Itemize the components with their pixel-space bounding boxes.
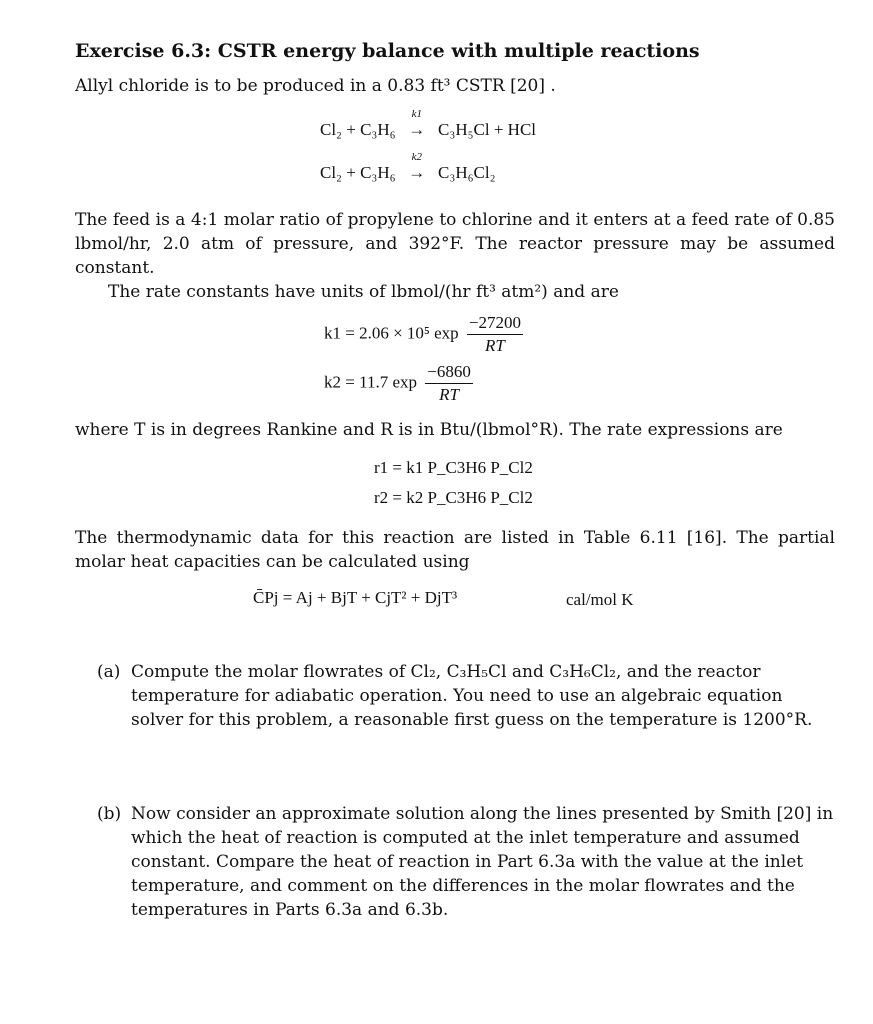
part-a-text: Compute the molar flowrates of Cl₂, C₃H₅Cl and C₃H₆Cl₂, and the reactor temperature for adiabatic operation. You need to use an algebraic equation solver for this problem, a reasonable first guess on the temperature is 1200°R. xyxy=(131,662,813,730)
part-b-label: (b) xyxy=(97,804,122,824)
cp-equation: C̄Pj = Aj + BjT + CjT² + DjT³ xyxy=(253,588,458,607)
exercise-title: Exercise 6.3: CSTR energy balance with multiple reactions xyxy=(75,40,700,62)
reaction-2-k: k2 xyxy=(411,151,422,163)
reaction-1-k: k1 xyxy=(411,108,422,120)
k1-equation xyxy=(324,313,523,356)
k2-equation xyxy=(324,362,473,405)
part-b-text: Now consider an approximate solution along the lines presented by Smith [20] in which the heat of reaction is computed at the inlet temperature and assumed constant. Compare the heat of reaction in Part 6.3a with the value at the inlet temperature, and comment on the differences in the molar flowrates and the temperatures in Parts 6.3a and 6.3b. xyxy=(131,804,834,920)
reaction-2 xyxy=(320,151,496,183)
reaction-1-rhs: C₃H₅Cl + HCl xyxy=(438,120,537,139)
part-b xyxy=(97,802,837,922)
k1-fraction xyxy=(467,313,523,356)
where-text: where T is in degrees Rankine and R is in Btu/(lbmol°R). The rate expressions are xyxy=(75,420,783,440)
thermo-paragraph: The thermodynamic data for this reaction are listed in Table 6.11 [16]. The partial molar heat capacities can be calculated using xyxy=(75,528,835,572)
k1-lhs: k1 = 2.06 × 10⁵ exp xyxy=(324,323,459,343)
k2-lhs: k2 = 11.7 exp xyxy=(324,372,418,392)
rate-units-text: The rate constants have units of lbmol/(hr ft³ atm²) and are xyxy=(108,282,619,302)
intro-text: Allyl chloride is to be produced in a 0.83 ft³ CSTR [20] . xyxy=(75,76,556,96)
reaction-1-arrow: k1 → xyxy=(404,120,430,140)
reaction-2-arrow: k2 → xyxy=(404,163,430,183)
k1-numerator: −27200 xyxy=(467,313,523,335)
feed-paragraph: The feed is a 4:1 molar ratio of propylene to chlorine and it enters at a feed rate of 0.85 lbmol/hr, 2.0 atm of pressure, and 392°F. The reactor pressure may be assumed constant. xyxy=(75,210,835,278)
k2-numerator: −6860 xyxy=(425,362,473,384)
rate-expression-1: r1 = k1 P_C3H6 P_Cl2 xyxy=(374,458,533,477)
k2-denominator: RT xyxy=(439,385,459,404)
part-a xyxy=(97,660,837,732)
rate-expression-2: r2 = k2 P_C3H6 P_Cl2 xyxy=(374,488,533,507)
reaction-1-lhs: Cl₂ + C₃H₆ xyxy=(320,120,396,139)
reaction-2-lhs: Cl₂ + C₃H₆ xyxy=(320,163,396,182)
cp-units: cal/mol K xyxy=(566,590,634,609)
reaction-2-rhs: C₃H₆Cl₂ xyxy=(438,163,496,182)
part-a-label: (a) xyxy=(97,662,121,682)
reaction-1 xyxy=(320,108,537,140)
k1-denominator: RT xyxy=(485,336,505,355)
k2-fraction xyxy=(425,362,473,405)
